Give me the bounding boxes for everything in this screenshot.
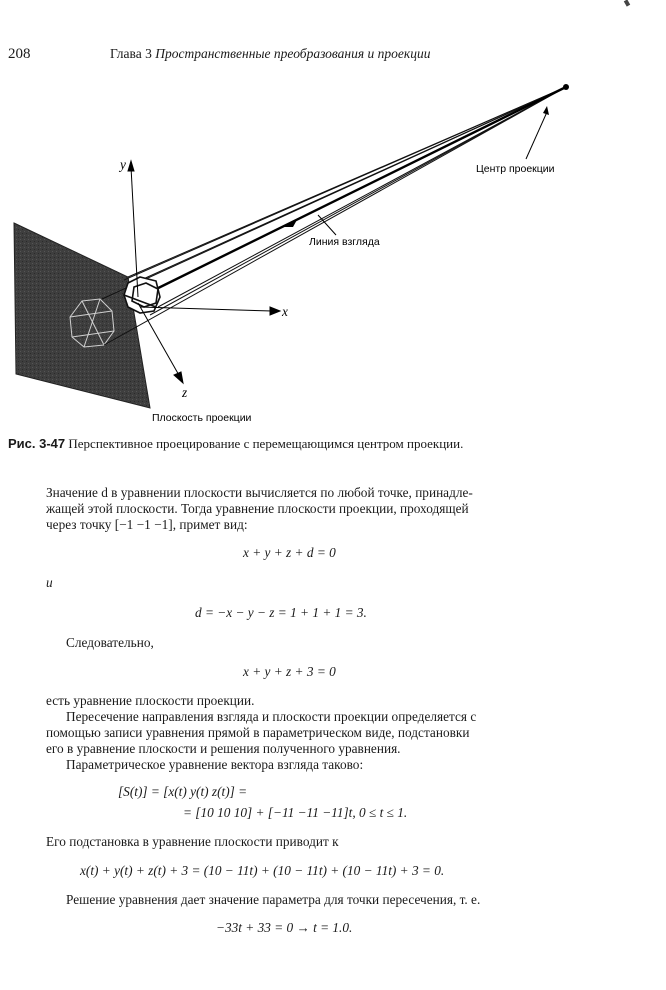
caption-number: Рис. 3-47 xyxy=(8,436,66,451)
equation-4-line1: [S(t)] = [x(t) y(t) z(t)] = xyxy=(118,784,248,799)
equation-6: −33t + 33 = 0 → t = 1.0. xyxy=(216,920,353,935)
therefore-text: Следовательно, xyxy=(66,635,154,650)
para4: Параметрическое уравнение вектора взгляда таково: xyxy=(66,757,364,772)
para5: Его подстановка в уравнение плоскости приводит к xyxy=(46,834,339,849)
center-pointer xyxy=(526,112,547,159)
z-axis-label: z xyxy=(182,385,188,400)
para1-line3: через точку [−1 −1 −1], примет вид: xyxy=(46,517,248,532)
line-of-sight xyxy=(140,87,566,297)
chapter-number: Глава 3 xyxy=(110,46,152,61)
chapter-title: Пространственные преобразования и проекции xyxy=(155,46,431,61)
figure-caption xyxy=(8,436,463,452)
axes xyxy=(128,161,280,383)
para3-line3: его в уравнение плоскости и решения полученного уравнения. xyxy=(46,741,401,756)
projector-lines xyxy=(102,87,566,345)
equation-1: x + y + z + d = 0 xyxy=(243,545,336,560)
running-header xyxy=(110,46,430,62)
para3-line2: помощью записи уравнения прямой в параметрическом виде, подстановки xyxy=(46,725,470,740)
equation-4-line2: = [10 10 10] + [−11 −11 −11]t, 0 ≤ t ≤ 1. xyxy=(183,805,408,820)
page-number: 208 xyxy=(8,46,31,62)
equation-3: x + y + z + 3 = 0 xyxy=(243,664,336,679)
y-axis-label: y xyxy=(120,157,126,172)
scan-mark xyxy=(624,0,630,7)
perspective-figure xyxy=(0,75,666,430)
center-label: Центр проекции xyxy=(476,163,555,175)
plane-label: Плоскость проекции xyxy=(152,412,252,424)
equation-5: x(t) + y(t) + z(t) + 3 = (10 − 11t) + (10 − 11t) + (10 − 11t) + 3 = 0. xyxy=(80,863,445,878)
caption-text: Перспективное проецирование с перемещающимся центром проекции. xyxy=(68,436,464,451)
sight-label: Линия взгляда xyxy=(309,236,380,248)
para3-line1: Пересечение направления взгляда и плоскости проекции определяется с xyxy=(66,709,477,724)
center-point xyxy=(563,84,569,90)
para1-line2: жащей этой плоскости. Тогда уравнение плоскости проекции, проходящей xyxy=(46,501,469,516)
x-axis-label: x xyxy=(282,304,288,319)
para2: есть уравнение плоскости проекции. xyxy=(46,693,255,708)
word-and: и xyxy=(46,575,53,590)
para6: Решение уравнения дает значение параметра для точки пересечения, т. е. xyxy=(66,892,481,907)
para1-line1: Значение d в уравнении плоскости вычисляется по любой точке, принадле- xyxy=(46,485,473,500)
equation-2: d = −x − y − z = 1 + 1 + 1 = 3. xyxy=(195,605,367,620)
